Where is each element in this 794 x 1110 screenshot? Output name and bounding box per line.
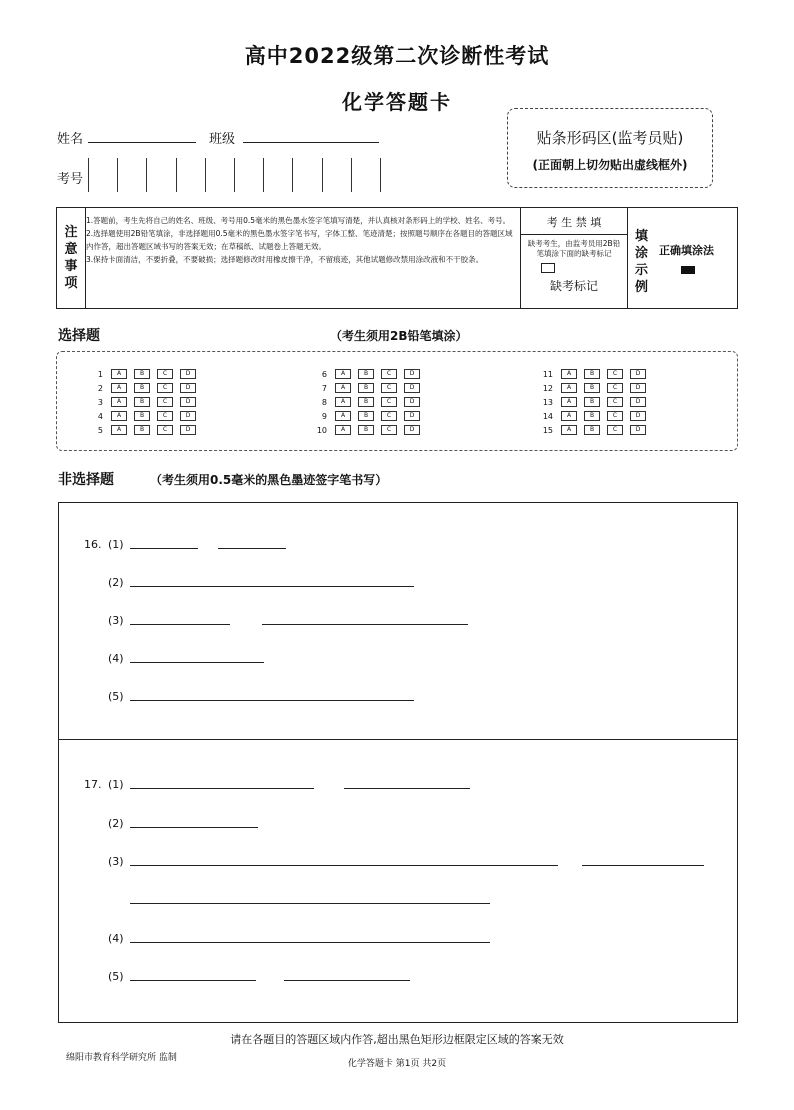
question-number: 4 — [97, 411, 103, 421]
question-number: 13 — [542, 397, 553, 407]
exam-number-cell[interactable] — [88, 158, 117, 192]
option-bubble-a[interactable]: A — [335, 411, 351, 421]
fill-example — [627, 208, 739, 308]
option-bubble-b[interactable]: B — [358, 369, 374, 379]
exam-number-cell[interactable] — [322, 158, 351, 192]
question-number: 5 — [97, 425, 103, 435]
choice-question-row — [85, 410, 203, 422]
option-bubble-d[interactable]: D — [404, 397, 420, 407]
correct-fill-label: 正确填涂法 — [659, 244, 714, 257]
option-bubble-b[interactable]: B — [584, 369, 600, 379]
question-number: 14 — [542, 411, 553, 421]
question-number: 2 — [97, 383, 103, 393]
q17-part5-label: (5) — [108, 970, 124, 983]
option-bubble-c[interactable]: C — [607, 411, 623, 421]
q16-part4-line[interactable] — [130, 648, 264, 663]
forbidden-title: 考 生 禁 填 — [521, 214, 627, 235]
choice-question-row — [535, 382, 653, 394]
q17-part4-label: (4) — [108, 932, 124, 945]
option-bubble-a[interactable]: A — [335, 425, 351, 435]
choice-section-title: 选择题 — [58, 328, 100, 344]
q16-part3-line[interactable] — [262, 610, 468, 625]
option-bubble-d[interactable]: D — [180, 397, 196, 407]
question-divider — [58, 739, 738, 740]
option-bubble-a[interactable]: A — [111, 369, 127, 379]
q16-part3-line[interactable] — [130, 610, 230, 625]
option-bubble-b[interactable]: B — [584, 425, 600, 435]
option-bubble-a[interactable]: A — [335, 383, 351, 393]
forbidden-text: 缺考考生，由监考员用2B铅笔填涂下面的缺考标记 — [527, 239, 621, 258]
question-number: 8 — [321, 397, 327, 407]
option-bubble-a[interactable]: A — [111, 383, 127, 393]
name-label: 姓名 — [57, 132, 84, 147]
choice-question-row — [535, 410, 653, 422]
q16-part1-label: (1) — [108, 538, 124, 551]
option-bubble-a[interactable]: A — [335, 369, 351, 379]
choice-question-row — [85, 424, 203, 436]
option-bubble-b[interactable]: B — [358, 383, 374, 393]
notice-box — [56, 207, 738, 309]
option-bubble-d[interactable]: D — [404, 369, 420, 379]
option-bubble-b[interactable]: B — [134, 411, 150, 421]
barcode-area — [507, 108, 713, 188]
option-bubble-c[interactable]: C — [157, 397, 173, 407]
choice-question-row — [309, 368, 427, 380]
page-number: 化学答题卡 第1页 共2页 — [347, 1059, 447, 1069]
absent-label: 缺考标记 — [549, 279, 598, 293]
question-number: 15 — [542, 425, 553, 435]
q17-part5-line[interactable] — [130, 966, 256, 981]
exam-number-cell[interactable] — [351, 158, 381, 192]
option-bubble-c[interactable]: C — [381, 369, 397, 379]
q17-number: 17. — [84, 778, 102, 791]
question-number: 7 — [321, 383, 327, 393]
option-bubble-b[interactable]: B — [134, 397, 150, 407]
option-bubble-a[interactable]: A — [561, 411, 577, 421]
name-field[interactable] — [88, 128, 196, 143]
exam-number-cell[interactable] — [292, 158, 321, 192]
notice-heading-char: 注 — [64, 225, 78, 240]
option-bubble-c[interactable]: C — [381, 425, 397, 435]
choice-question-row — [309, 396, 427, 408]
option-bubble-b[interactable]: B — [358, 397, 374, 407]
option-bubble-d[interactable]: D — [404, 411, 420, 421]
notice-heading-char: 事 — [64, 259, 78, 274]
option-bubble-d[interactable]: D — [630, 411, 646, 421]
question-number: 1 — [97, 369, 103, 379]
option-bubble-d[interactable]: D — [180, 383, 196, 393]
card-subtitle: 化学答题卡 — [342, 90, 452, 114]
choice-question-row — [535, 368, 653, 380]
nonchoice-section-note: （考生须用0.5毫米的黑色墨迹签字笔书写） — [150, 473, 388, 487]
choice-question-row — [309, 410, 427, 422]
q17-part2-label: (2) — [108, 817, 124, 830]
choice-question-row — [85, 368, 203, 380]
exam-number-cell[interactable] — [234, 158, 263, 192]
option-bubble-b[interactable]: B — [134, 383, 150, 393]
option-bubble-b[interactable]: B — [358, 425, 374, 435]
option-bubble-c[interactable]: C — [381, 411, 397, 421]
q17-part5-line[interactable] — [284, 966, 410, 981]
example-char: 涂 — [635, 246, 649, 261]
q16-number: 16. — [84, 538, 102, 551]
option-bubble-c[interactable]: C — [607, 397, 623, 407]
option-bubble-d[interactable]: D — [630, 397, 646, 407]
choice-question-row — [535, 424, 653, 436]
option-bubble-c[interactable]: C — [607, 369, 623, 379]
choice-question-row — [85, 382, 203, 394]
option-bubble-d[interactable]: D — [404, 383, 420, 393]
choice-answer-box — [56, 351, 738, 451]
class-field[interactable] — [243, 128, 379, 143]
q16-part1-line[interactable] — [218, 534, 286, 549]
option-bubble-d[interactable]: D — [180, 411, 196, 421]
barcode-label: 贴条形码区(监考员贴) — [536, 129, 684, 147]
exam-number-cell[interactable] — [146, 158, 175, 192]
choice-section-note: （考生须用2B铅笔填涂） — [330, 329, 468, 343]
forbidden-area — [520, 208, 628, 308]
option-bubble-d[interactable]: D — [180, 425, 196, 435]
class-label: 班级 — [209, 132, 236, 147]
exam-number-cell[interactable] — [176, 158, 205, 192]
option-bubble-b[interactable]: B — [584, 383, 600, 393]
q17-part1-label: (1) — [108, 778, 124, 791]
option-bubble-a[interactable]: A — [111, 411, 127, 421]
publisher: 绵阳市教育科学研究所 监制 — [66, 1053, 177, 1063]
q16-part4-label: (4) — [108, 652, 124, 665]
option-bubble-d[interactable]: D — [180, 369, 196, 379]
q17-part1-line[interactable] — [130, 774, 314, 789]
option-bubble-c[interactable]: C — [607, 383, 623, 393]
choice-question-row — [85, 396, 203, 408]
question-number: 6 — [321, 369, 327, 379]
option-bubble-c[interactable]: C — [157, 369, 173, 379]
example-char: 例 — [635, 280, 649, 295]
option-bubble-c[interactable]: C — [157, 383, 173, 393]
q16-part5-line[interactable] — [130, 686, 414, 701]
choice-question-row — [309, 382, 427, 394]
option-bubble-d[interactable]: D — [630, 425, 646, 435]
option-bubble-a[interactable]: A — [561, 369, 577, 379]
notice-text — [86, 214, 518, 266]
exam-number-boxes[interactable] — [88, 158, 381, 192]
option-bubble-d[interactable]: D — [404, 425, 420, 435]
q17-part3-label: (3) — [108, 855, 124, 868]
question-number: 11 — [542, 369, 553, 379]
q16-part5-label: (5) — [108, 690, 124, 703]
option-bubble-b[interactable]: B — [584, 397, 600, 407]
absent-checkbox[interactable] — [541, 263, 555, 273]
option-bubble-a[interactable]: A — [111, 425, 127, 435]
option-bubble-b[interactable]: B — [584, 411, 600, 421]
q17-part3-line[interactable] — [130, 851, 558, 866]
option-bubble-a[interactable]: A — [561, 397, 577, 407]
exam-no-label: 考号 — [57, 172, 84, 187]
q17-part2-line[interactable] — [130, 813, 258, 828]
question-number: 12 — [542, 383, 553, 393]
q17-part3-line[interactable] — [582, 851, 704, 866]
question-number: 10 — [316, 425, 327, 435]
exam-title: 高中2022级第二次诊断性考试 — [244, 44, 550, 68]
option-bubble-a[interactable]: A — [111, 397, 127, 407]
option-bubble-d[interactable]: D — [630, 383, 646, 393]
example-char: 示 — [635, 263, 649, 278]
question-number: 3 — [97, 397, 103, 407]
option-bubble-a[interactable]: A — [561, 425, 577, 435]
notice-item: 2.选择题使用2B铅笔填涂，非选择题用0.5毫米的黑色墨水签字笔书写，字体工整、笔迹清楚；按照题号顺序在各题目的答题区域内作答，超出答题区域书写的答案无效；在草稿纸、试题卷上答题无效。 — [86, 229, 513, 251]
option-bubble-c[interactable]: C — [157, 411, 173, 421]
notice-item: 1.答题前，考生先将自己的姓名、班级、考号用0.5毫米的黑色墨水签字笔填写清楚，并认真核对条形码上的学校、姓名、考号。 — [86, 216, 511, 225]
answer-warning: 请在各题目的答题区域内作答,超出黑色矩形边框限定区域的答案无效 — [230, 1033, 564, 1046]
notice-heading-char: 意 — [64, 242, 78, 257]
option-bubble-d[interactable]: D — [630, 369, 646, 379]
notice-heading — [57, 208, 86, 308]
q16-part2-line[interactable] — [130, 572, 414, 587]
exam-number-cell[interactable] — [205, 158, 234, 192]
option-bubble-c[interactable]: C — [157, 425, 173, 435]
notice-item: 3.保持卡面清洁，不要折叠，不要破损；选择题修改时用橡皮擦干净，不留痕迹，其他试题修改禁用涂改液和不干胶条。 — [86, 255, 484, 264]
q16-part3-label: (3) — [108, 614, 124, 627]
nonchoice-section-title: 非选择题 — [58, 472, 114, 488]
q17-part4-line[interactable] — [130, 928, 490, 943]
q16-part2-label: (2) — [108, 576, 124, 589]
choice-question-row — [309, 424, 427, 436]
option-bubble-c[interactable]: C — [607, 425, 623, 435]
q17-part1-line[interactable] — [344, 774, 470, 789]
option-bubble-a[interactable]: A — [561, 383, 577, 393]
example-char: 填 — [635, 229, 649, 244]
q17-part3-line[interactable] — [130, 889, 490, 904]
option-bubble-b[interactable]: B — [358, 411, 374, 421]
q16-part1-line[interactable] — [130, 534, 198, 549]
barcode-note: (正面朝上切勿贴出虚线框外) — [532, 158, 688, 172]
question-number: 9 — [321, 411, 327, 421]
choice-question-row — [535, 396, 653, 408]
option-bubble-b[interactable]: B — [134, 425, 150, 435]
option-bubble-a[interactable]: A — [335, 397, 351, 407]
notice-heading-char: 项 — [64, 276, 78, 291]
option-bubble-b[interactable]: B — [134, 369, 150, 379]
exam-number-cell[interactable] — [117, 158, 146, 192]
option-bubble-c[interactable]: C — [381, 383, 397, 393]
correct-fill-mark — [681, 266, 695, 274]
exam-number-cell[interactable] — [263, 158, 292, 192]
option-bubble-c[interactable]: C — [381, 397, 397, 407]
